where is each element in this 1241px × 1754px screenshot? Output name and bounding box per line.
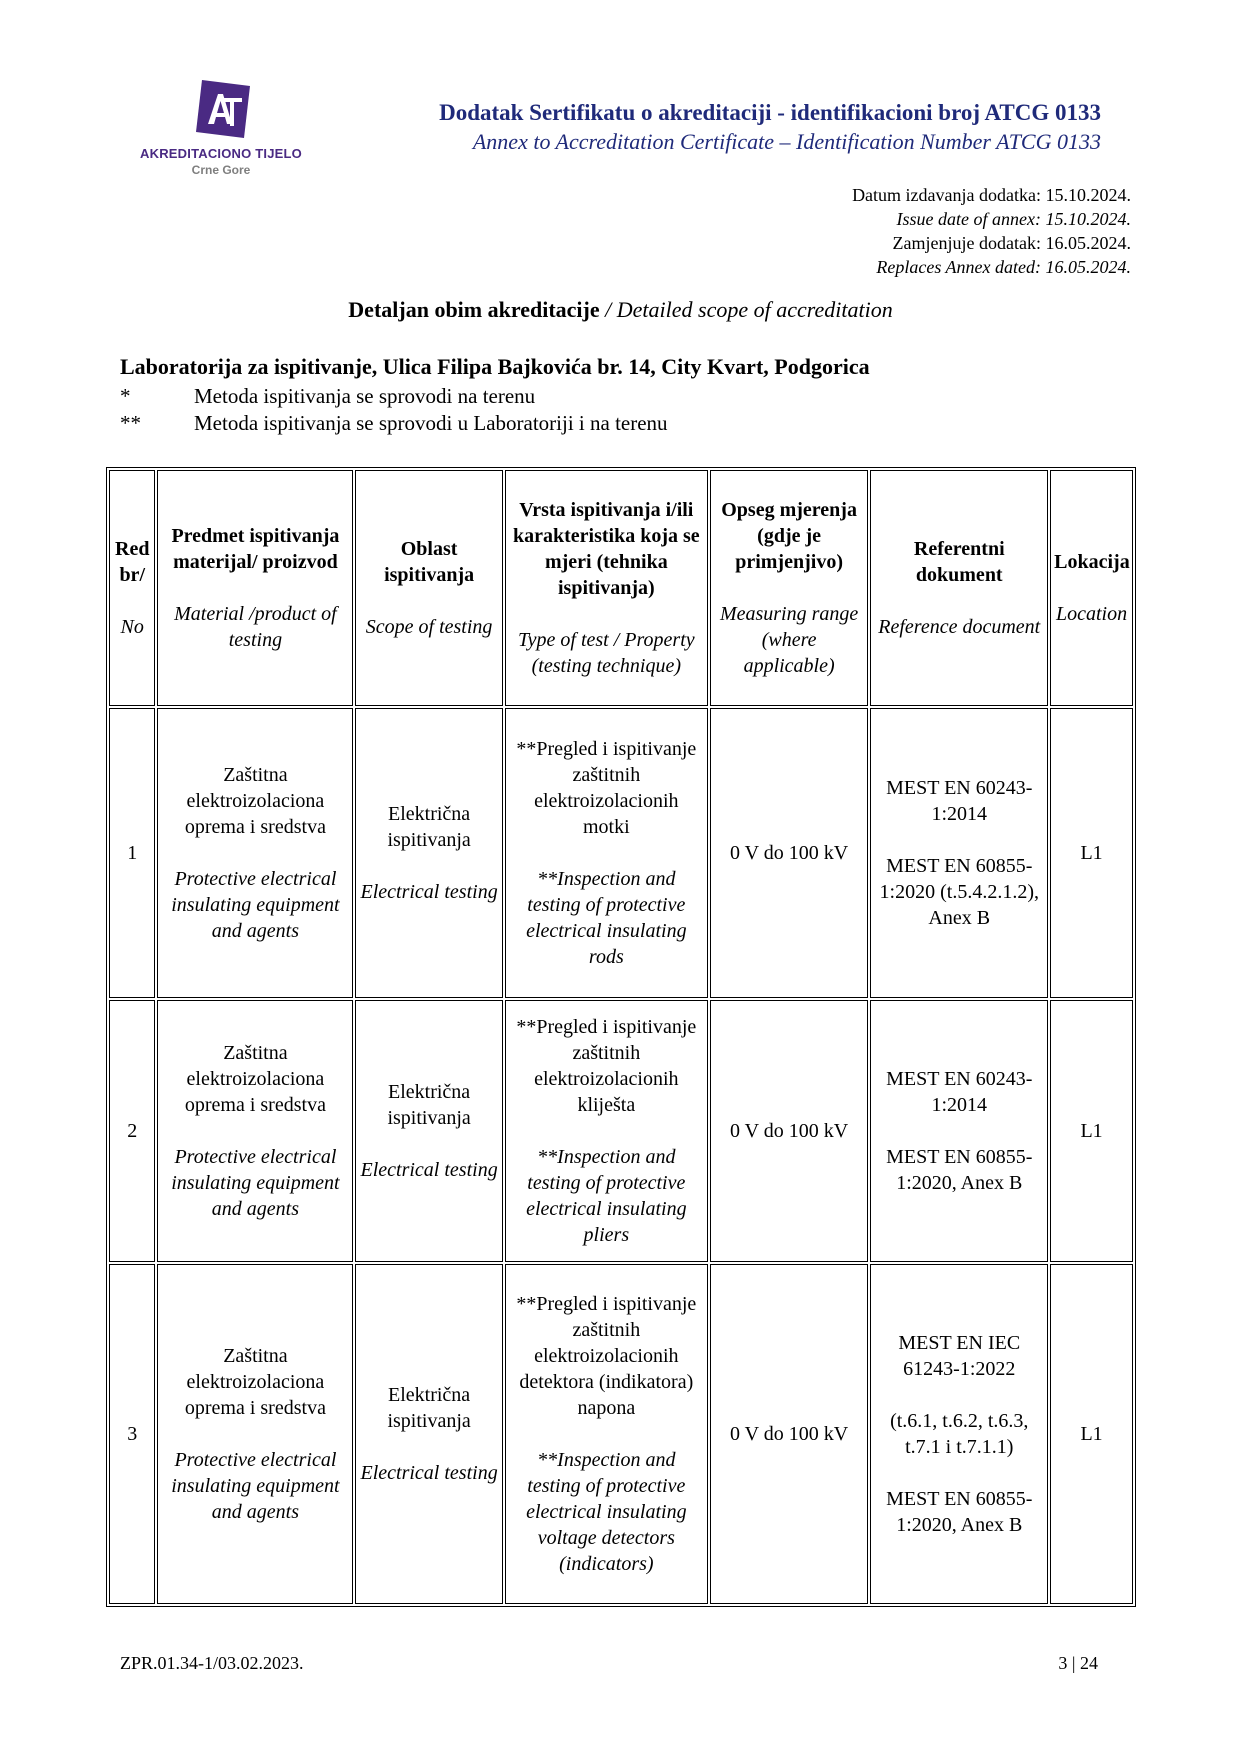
material-cell: Zaštitna elektroizolaciona oprema i sredstva Protective electrical insulating equipment and agents [157, 708, 353, 998]
header-scope: Oblast ispitivanja Scope of testing [355, 470, 502, 706]
replaces-date: Zamjenjuje dodatak: 16.05.2024. [892, 233, 1131, 253]
table-row [109, 708, 1133, 998]
certificate-title: Dodatak Sertifikatu o akreditaciji - identifikacioni broj ATCG 0133 [439, 100, 1101, 125]
page-number: 3 | 24 [1058, 1653, 1098, 1673]
note-symbol: * [120, 384, 131, 408]
scope-cell: Električna ispitivanja Electrical testing [355, 708, 502, 998]
material-cell: Zaštitna elektroizolaciona oprema i sredstva Protective electrical insulating equipment and agents [157, 1264, 353, 1604]
certificate-title-en: Annex to Accreditation Certificate – Identification Number ATCG 0133 [472, 129, 1101, 154]
note-text: Metoda ispitivanja se sprovodi u Laboratoriji i na terenu [194, 411, 668, 435]
header-material: Predmet ispitivanja materijal/ proizvod Material /product of testing [157, 470, 353, 706]
scope-cell: Električna ispitivanja Electrical testing [355, 1000, 502, 1262]
issue-date-en: Issue date of annex: 15.10.2024. [896, 209, 1131, 229]
scope-heading-italic: / Detailed scope of accreditation [605, 297, 893, 322]
logo-subtitle: Crne Gore [191, 163, 251, 177]
header-reference: Referentni dokument Reference document [870, 470, 1048, 706]
location-cell: L1 [1050, 1000, 1133, 1262]
scope-cell: Električna ispitivanja Electrical testing [355, 1264, 502, 1604]
document-code: ZPR.01.34-1/03.02.2023. [120, 1653, 304, 1673]
range-cell: 0 V do 100 kV [710, 1000, 869, 1262]
scope-heading [0, 297, 1241, 323]
reference-cell: MEST EN IEC 61243-1:2022 (t.6.1, t.6.2, t.6.3, t.7.1 i t.7.1.1) MEST EN 60855-1:2020, Anex B [870, 1264, 1048, 1604]
location-cell: L1 [1050, 1264, 1133, 1604]
row-number: 2 [109, 1000, 155, 1262]
header-location: Lokacija Location [1050, 470, 1133, 706]
test-cell: **Pregled i ispitivanje zaštitnih elektroizolacionih motki **Inspection and testing of protective electrical insulating rods [505, 708, 708, 998]
logo-name: AKREDITACIONO TIJELO [140, 146, 302, 161]
annex-dates [852, 183, 1131, 279]
reference-cell: MEST EN 60243-1:2014 MEST EN 60855-1:2020, Anex B [870, 1000, 1048, 1262]
range-cell: 0 V do 100 kV [710, 708, 869, 998]
row-number: 3 [109, 1264, 155, 1604]
location-cell: L1 [1050, 708, 1133, 998]
material-cell: Zaštitna elektroizolaciona oprema i sredstva Protective electrical insulating equipment and agents [157, 1000, 353, 1262]
reference-cell: MEST EN 60243-1:2014 MEST EN 60855-1:2020 (t.5.4.2.1.2), Anex B [870, 708, 1048, 998]
header-test-type: Vrsta ispitivanja i/ili karakteristika koja se mjeri (tehnika ispitivanja) Type of test / Property (testing technique) [505, 470, 708, 706]
row-number: 1 [109, 708, 155, 998]
test-cell: **Pregled i ispitivanje zaštitnih elektroizolacionih kliješta **Inspection and testing of protective electrical insulating pliers [505, 1000, 708, 1262]
logo [126, 80, 316, 180]
note-symbol: ** [120, 411, 141, 435]
note-text: Metoda ispitivanja se sprovodi na terenu [194, 384, 536, 408]
scope-heading-bold: Detaljan obim akreditacije [348, 297, 600, 322]
header-range: Opseg mjerenja (gdje je primjenjivo) Measuring range (where applicable) [710, 470, 869, 706]
logo-mark-icon [196, 80, 250, 138]
replaces-date-en: Replaces Annex dated: 16.05.2024. [876, 257, 1131, 277]
issue-date: Datum izdavanja dodatka: 15.10.2024. [852, 185, 1131, 205]
range-cell: 0 V do 100 kV [710, 1264, 869, 1604]
test-cell: **Pregled i ispitivanje zaštitnih elektroizolacionih detektora (indikatora) napona **Inspection and testing of protective electrical insulating voltage detectors (indicators) [505, 1264, 708, 1604]
laboratory-name: Laboratorija za ispitivanje, Ulica Filipa Bajkovića br. 14, City Kvart, Podgorica [120, 354, 870, 379]
table-row [109, 1264, 1133, 1604]
table-header-row [109, 470, 1133, 706]
table-row [109, 1000, 1133, 1262]
note-field [120, 384, 535, 409]
header-no: Red br/ No [109, 470, 155, 706]
note-lab-field [120, 411, 668, 436]
scope-table [106, 467, 1136, 1607]
